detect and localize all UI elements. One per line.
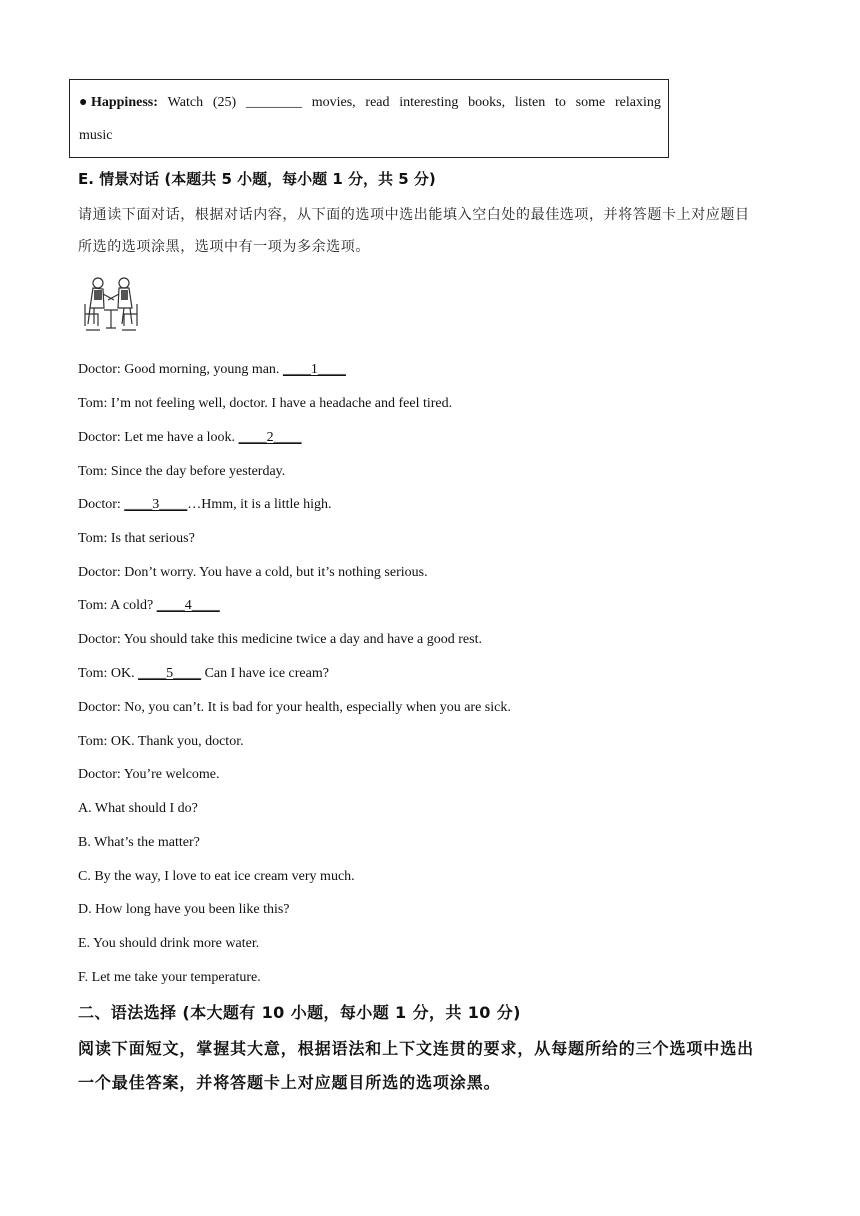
box-word: relaxing [614, 95, 661, 110]
box-word: movies, [311, 95, 356, 110]
section-e-instruction-2: 所选的选项涂黑，选项中有一项为多余选项。 [78, 239, 370, 255]
happiness-box [69, 79, 669, 158]
option-d: D. How long have you been like this? [78, 902, 290, 917]
dialogue-line: Doctor: Let me have a look. ____2____ [78, 430, 302, 445]
blank-5: ____5____ [138, 666, 202, 681]
happiness-line-2: music [79, 128, 113, 143]
blank-4: ____4____ [156, 598, 220, 613]
box-word: listen [514, 95, 546, 110]
doctor-patient-illustration [80, 274, 142, 338]
dialogue-line: Tom: Since the day before yesterday. [78, 464, 286, 479]
box-word: Watch [167, 95, 204, 110]
dialogue-line: Doctor: ____3____…Hmm, it is a little high. [78, 497, 332, 512]
dialogue-line: Tom: OK. Thank you, doctor. [78, 734, 244, 749]
blank-3: ____3____ [124, 497, 188, 512]
section-2-title: 二、语法选择 (本大题有 10 小题，每小题 1 分，共 10 分) [78, 1003, 521, 1022]
section-2-instruction-1: 阅读下面短文，掌握其大意，根据语法和上下文连贯的要求，从每题所给的三个选项中选出 [78, 1039, 755, 1058]
dialogue-line: Tom: OK. ____5____ Can I have ice cream? [78, 666, 329, 681]
dialogue-line: Tom: I’m not feeling well, doctor. I have a headache and feel tired. [78, 396, 453, 411]
dialogue-line: Doctor: No, you can’t. It is bad for your health, especially when you are sick. [78, 700, 511, 715]
option-b: B. What’s the matter? [78, 835, 200, 850]
section-2-instruction-2: 一个最佳答案，并将答题卡上对应题目所选的选项涂黑。 [78, 1073, 501, 1092]
blank-1: ____1____ [282, 362, 346, 377]
happiness-line [79, 95, 661, 111]
option-e: E. You should drink more water. [78, 936, 260, 951]
box-blank-25: ________ [245, 95, 302, 110]
dialogue-line: Tom: A cold? ____4____ [78, 598, 220, 613]
box-word: books, [468, 95, 506, 110]
option-a: A. What should I do? [78, 801, 198, 816]
dialogue-line: Tom: Is that serious? [78, 531, 195, 546]
dialogue-line: Doctor: You’re welcome. [78, 767, 220, 782]
option-f: F. Let me take your temperature. [78, 970, 261, 985]
section-e-instruction-1: 请通读下面对话，根据对话内容，从下面的选项中选出能填入空白处的最佳选项，并将答题卡上对应题目 [78, 207, 750, 223]
dialogue-line: Doctor: Good morning, young man. ____1____ [78, 362, 346, 377]
blank-2: ____2____ [238, 430, 302, 445]
box-word: read [365, 95, 390, 110]
option-c: C. By the way, I love to eat ice cream very much. [78, 869, 355, 884]
box-word: interesting [399, 95, 459, 110]
happiness-label: Happiness: [90, 95, 158, 110]
bullet: ● [79, 95, 88, 110]
dialogue-line: Doctor: You should take this medicine twice a day and have a good rest. [78, 632, 482, 647]
box-word: some [575, 95, 606, 110]
box-word: to [554, 95, 566, 110]
section-e-title: E. 情景对话 (本题共 5 小题，每小题 1 分，共 5 分) [78, 170, 436, 188]
box-word: (25) [212, 95, 237, 110]
dialogue-line: Doctor: Don’t worry. You have a cold, but it’s nothing serious. [78, 565, 428, 580]
